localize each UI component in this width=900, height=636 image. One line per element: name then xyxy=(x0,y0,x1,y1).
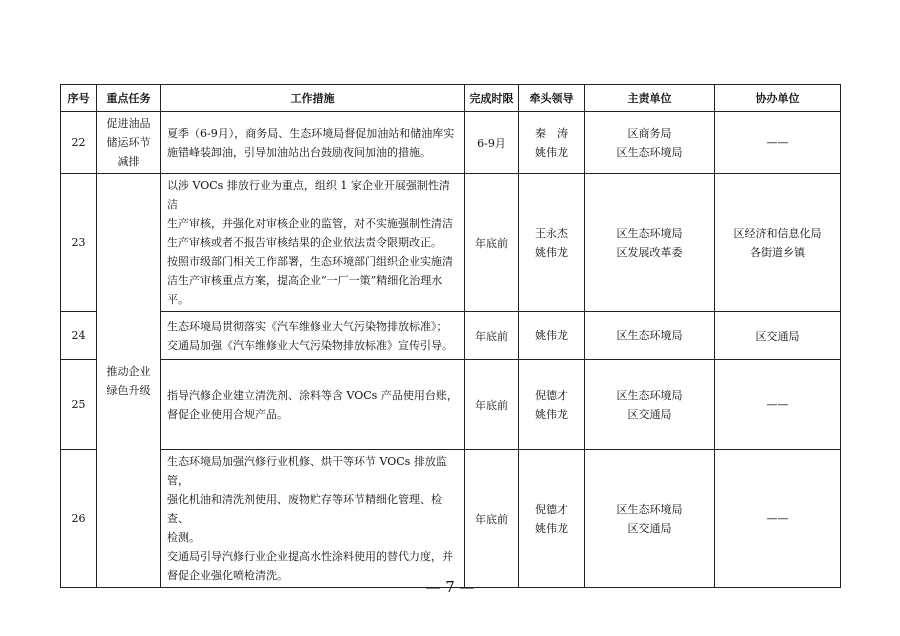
row-assist-unit: 区经济和信息化局 各街道乡镇 xyxy=(715,174,841,312)
row-lead-unit: 区生态环境局 区交通局 xyxy=(585,360,715,450)
row-measure: 生态环境局加强汽修行业机修、烘干等环节 VOCs 排放监管， 强化机油和清洗剂使用、废物贮存等环节精细化管理、检查、 检测。 交通局引导汽修行业企业提高水性涂料使用的替代力度，并 督促企业强化喷枪清洗。 xyxy=(161,450,465,588)
table-row xyxy=(61,312,841,360)
row-measure: 以涉 VOCs 排放行业为重点，组织 1 家企业开展强制性清洁 生产审核，并强化对审核企业的监管，对不实施强制性清洁 生产审核或者不报告审核结果的企业依法责令限期改正。 按照市级部门相关工作部署，生态环境部门组织企业实施清 洁生产审核重点方案，提高企业“一厂一策”精细化治理水 平。 xyxy=(161,174,465,312)
header-deadline: 完成时限 xyxy=(465,85,519,112)
row-leader: 王永杰 姚伟龙 xyxy=(519,174,585,312)
row-lead-unit: 区生态环境局 xyxy=(585,312,715,360)
table-row xyxy=(61,450,841,588)
row-deadline: 年底前 xyxy=(465,450,519,588)
row-assist-unit: 区交通局 xyxy=(715,312,841,360)
merged-task-cell: 推动企业 绿色升级 xyxy=(97,174,161,588)
row-assist-unit: —— xyxy=(715,360,841,450)
header-lead-unit: 主责单位 xyxy=(585,85,715,112)
row-leader: 秦 涛 姚伟龙 xyxy=(519,112,585,174)
header-task: 重点任务 xyxy=(97,85,161,112)
row-assist-unit: —— xyxy=(715,112,841,174)
row-lead-unit: 区生态环境局 区交通局 xyxy=(585,450,715,588)
table-row xyxy=(61,174,841,312)
work-measures-table xyxy=(60,84,841,588)
row-no: 24 xyxy=(61,312,97,360)
row-no: 25 xyxy=(61,360,97,450)
header-no: 序号 xyxy=(61,85,97,112)
table-header-row xyxy=(61,85,841,112)
row-leader: 姚伟龙 xyxy=(519,312,585,360)
row-task: 促进油品 储运环节 减排 xyxy=(97,112,161,174)
row-measure: 指导汽修企业建立清洗剂、涂料等含 VOCs 产品使用台账， 督促企业使用合规产品。 xyxy=(161,360,465,450)
row-lead-unit: 区生态环境局 区发展改革委 xyxy=(585,174,715,312)
row-no: 22 xyxy=(61,112,97,174)
row-assist-unit: —— xyxy=(715,450,841,588)
header-measure: 工作措施 xyxy=(161,85,465,112)
row-deadline: 年底前 xyxy=(465,312,519,360)
row-lead-unit: 区商务局 区生态环境局 xyxy=(585,112,715,174)
row-measure: 夏季（6-9月），商务局、生态环境局督促加油站和储油库实 施错峰装卸油，引导加油站出台鼓励夜间加油的措施。 xyxy=(161,112,465,174)
row-deadline: 年底前 xyxy=(465,360,519,450)
row-deadline: 年底前 xyxy=(465,174,519,312)
table-row xyxy=(61,112,841,174)
row-leader: 倪德才 姚伟龙 xyxy=(519,360,585,450)
page-number: — 7 — xyxy=(425,578,475,596)
row-measure: 生态环境局贯彻落实《汽车维修业大气污染物排放标准》； 交通局加强《汽车维修业大气污染物排放标准》宣传引导。 xyxy=(161,312,465,360)
header-assist-unit: 协办单位 xyxy=(715,85,841,112)
row-no: 26 xyxy=(61,450,97,588)
table-row xyxy=(61,360,841,450)
row-leader: 倪德才 姚伟龙 xyxy=(519,450,585,588)
row-deadline: 6-9月 xyxy=(465,112,519,174)
row-no: 23 xyxy=(61,174,97,312)
header-leader: 牵头领导 xyxy=(519,85,585,112)
